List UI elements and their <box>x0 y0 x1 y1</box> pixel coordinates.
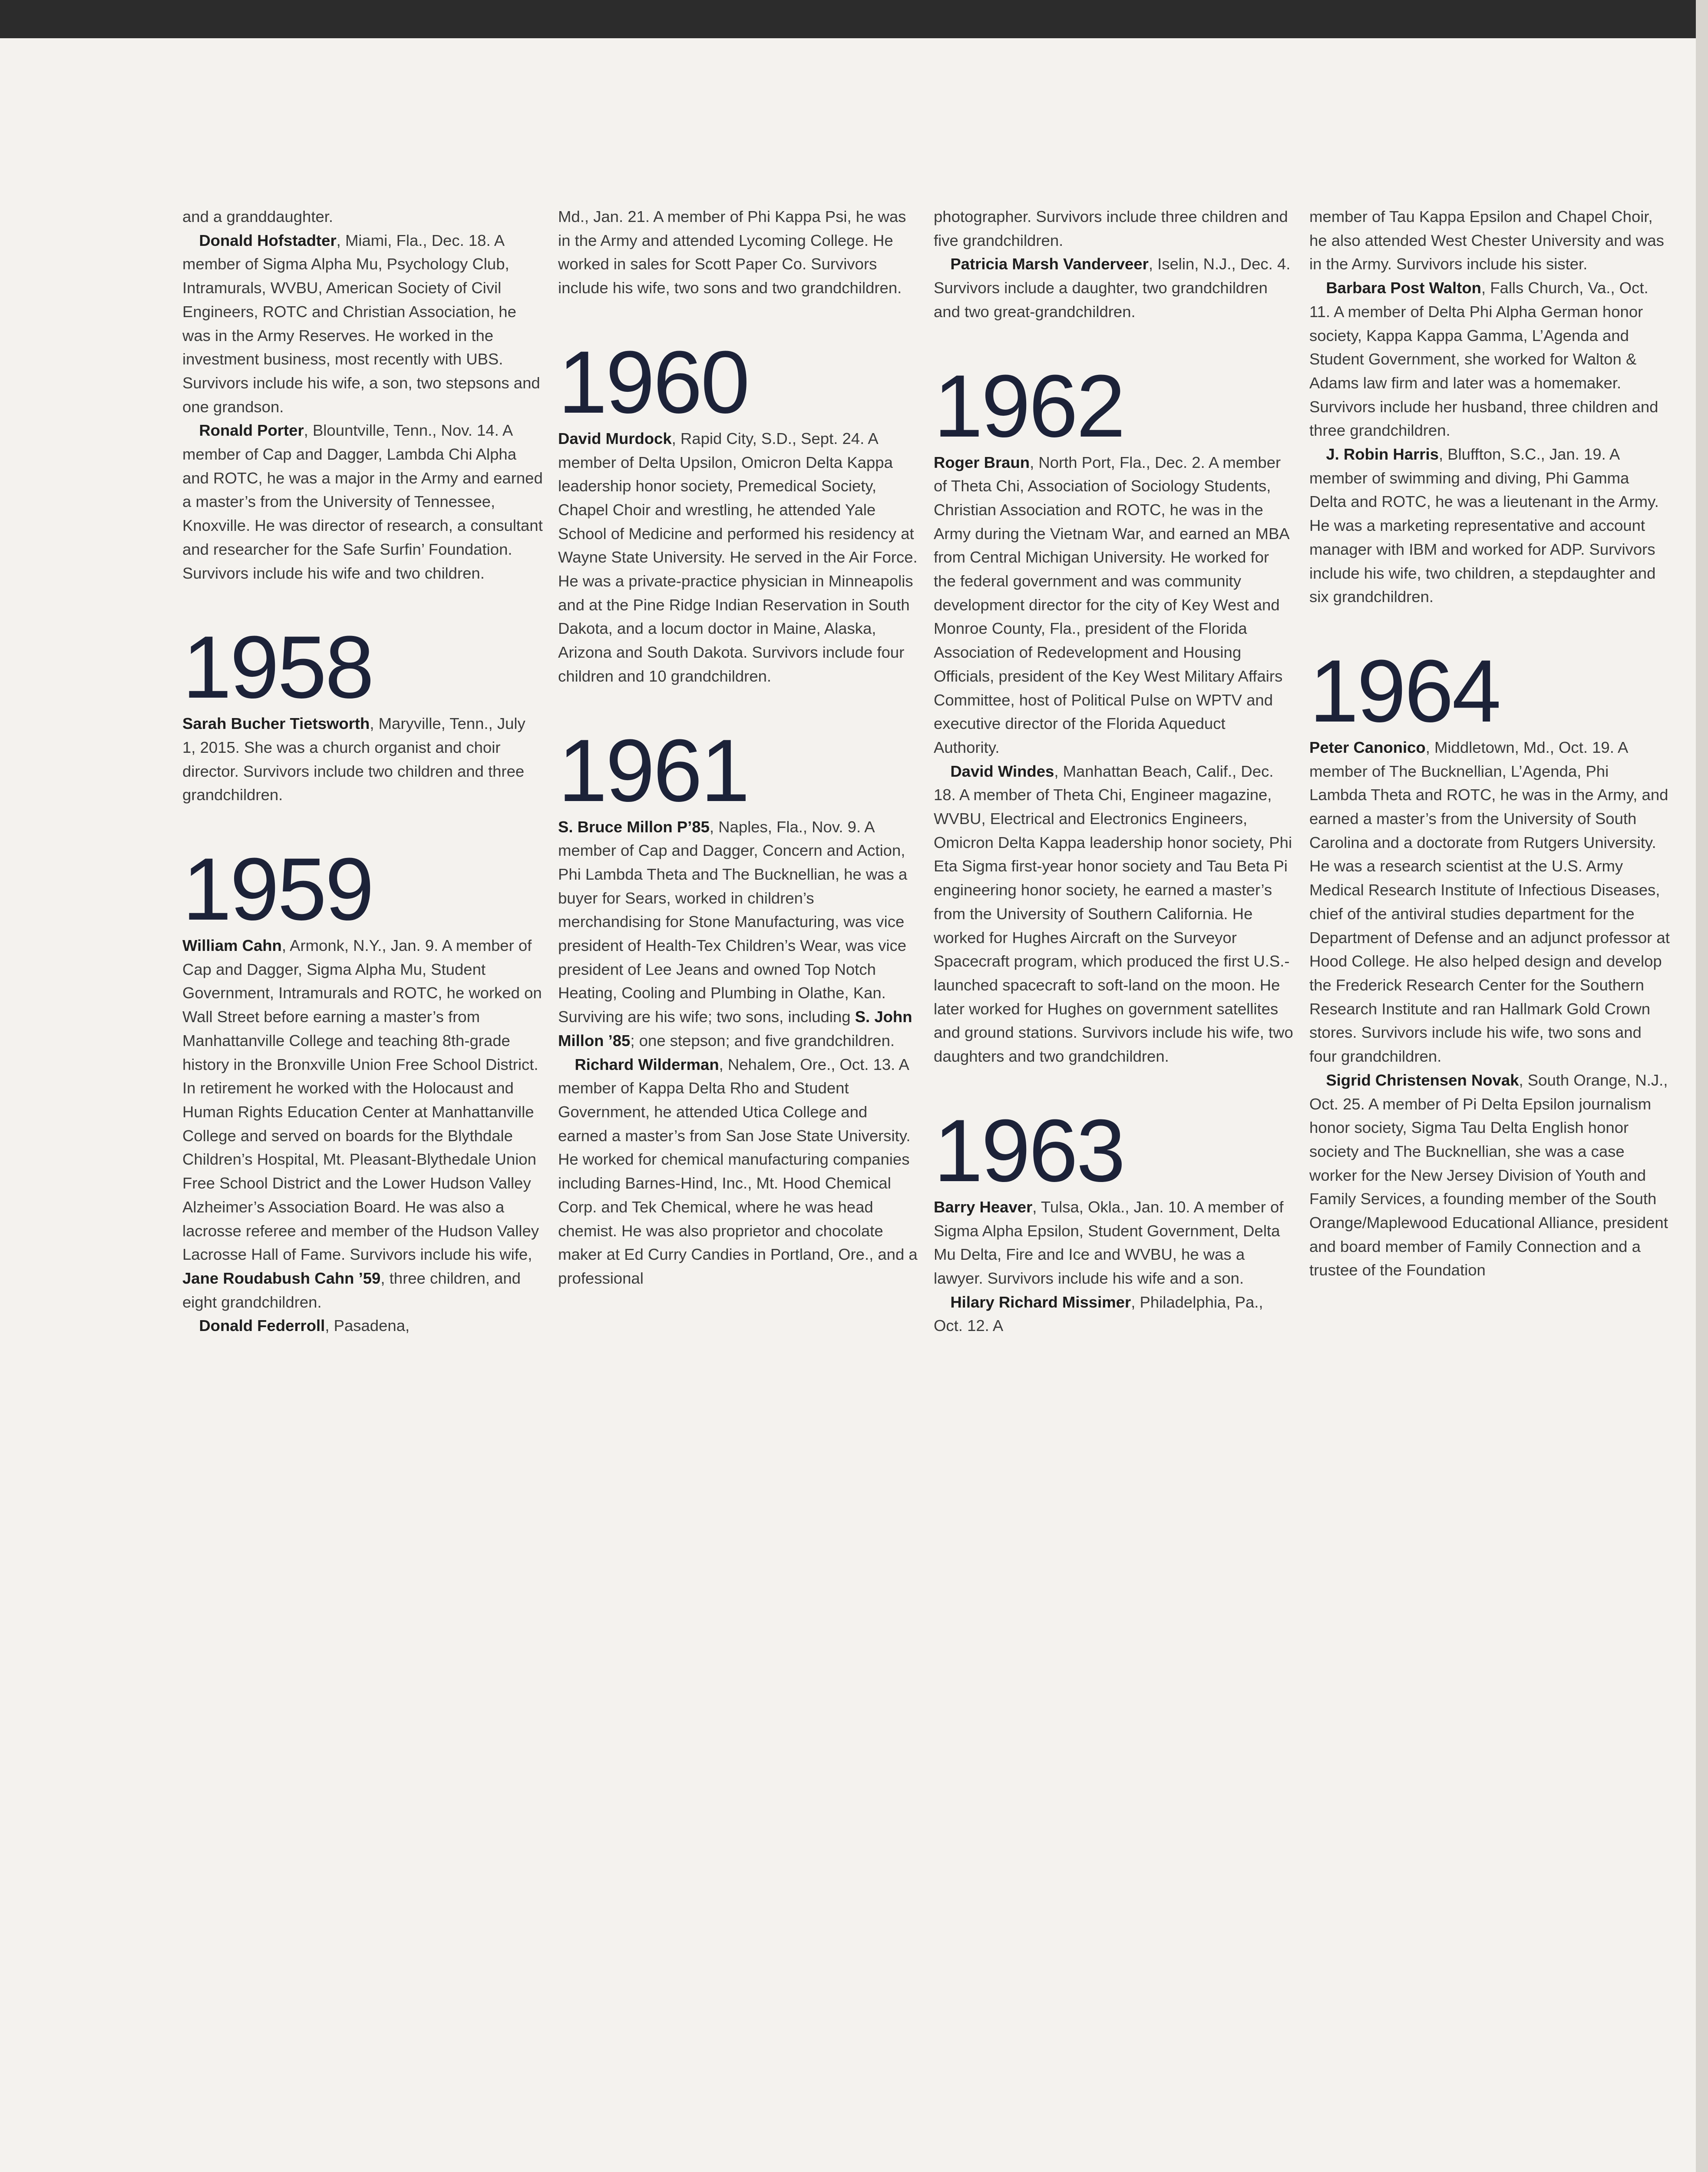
entry-text: , Tulsa, Okla., Jan. 10. A member of Sigma Alpha Epsilon, Student Government, Delta Mu Delta, Fire and Ice and WVBU, he was a lawyer. Survivors include his wife and a son. <box>934 1198 1284 1287</box>
person-name: Donald Federroll <box>199 1317 325 1335</box>
obituary-entry <box>1309 736 1670 1069</box>
continued-text <box>182 205 543 229</box>
entry-text: Md., Jan. 21. A member of Phi Kappa Psi, he was in the Army and attended Lycoming College. He worked in sales for Scott Paper Co. Survivors include his wife, two sons and two grandchildren. <box>558 208 906 297</box>
obituary-entry <box>1309 276 1670 443</box>
person-name: David Murdock <box>558 429 672 447</box>
entry-text: , North Port, Fla., Dec. 2. A member of Theta Chi, Association of Sociology Students, Christian Association and ROTC, he was in the Army during the Vietnam War, and earned an MBA from Central Michigan University. He worked for the federal government and was community development director for the city of Key West and Monroe County, Fla., president of the Florida Association of Redevelopment and Housing Officials, president of the Key West Military Affairs Committee, host of Political Pulse on WPTV and executive director of the Florida Aqueduct Authority. <box>934 453 1289 756</box>
person-name: Roger Braun <box>934 453 1030 471</box>
continued-text <box>558 205 918 300</box>
obituary-entry <box>558 1053 918 1291</box>
class-year-heading: 1961 <box>558 721 748 820</box>
obituary-entry <box>934 252 1294 324</box>
entry-text: , Naples, Fla., Nov. 9. A member of Cap and Dagger, Concern and Action, Phi Lambda Theta and The Bucknellian, he was a buyer for Sears, worked in children’s merchandising for Stone Manufacturing, was vice president of Health-Tex Children’s Wear, was vice president of Lee Jeans and owned Top Notch Heating, Cooling and Plumbing in Olathe, Kan. Surviving are his wife; two sons, including <box>558 818 908 1026</box>
person-name: Peter Canonico <box>1309 738 1426 756</box>
entry-text: , Bluffton, S.C., Jan. 19. A member of swimming and diving, Phi Gamma Delta and ROTC, he was a lieutenant in the Army. He was a marketing representative and account manager with IBM and worked for ADP. Survivors include his wife, two children, a stepdaughter and six grandchildren. <box>1309 445 1659 606</box>
entry-text: , Nehalem, Ore., Oct. 13. A member of Kappa Delta Rho and Student Government, he attended Utica College and earned a master’s from San Jose State University. He worked for chemical manufacturing companies including Barnes-Hind, Inc., Mt. Hood Chemical Corp. and Tek Chemical, where he was head chemist. He was also proprietor and chocolate maker at Ed Curry Candies in Portland, Ore., and a professional <box>558 1055 918 1287</box>
person-name: Barbara Post Walton <box>1326 279 1481 297</box>
continued-text <box>1309 205 1670 276</box>
class-year-heading: 1962 <box>934 356 1124 456</box>
obituary-entry <box>182 934 543 1314</box>
obituary-entry <box>1309 1069 1670 1282</box>
column-4 <box>1309 205 1670 1282</box>
obituary-entry <box>182 712 543 807</box>
column-3 <box>934 205 1294 1338</box>
class-year-heading: 1963 <box>934 1101 1124 1200</box>
entry-text: , Miami, Fla., Dec. 18. A member of Sigma Alpha Mu, Psychology Club, Intramurals, WVBU, American Society of Civil Engineers, ROTC and Christian Association, he was in the Army Reserves. He worked in the investment business, most recently with UBS. Survivors include his wife, a son, two stepsons and one grandson. <box>182 231 540 416</box>
continued-text <box>934 205 1294 252</box>
obituary-entry <box>1309 443 1670 609</box>
person-name: S. John Millon ’85 <box>558 1008 912 1050</box>
entry-text: , Iselin, N.J., Dec. 4. Survivors include a daughter, two grandchildren and two great-grandchildren. <box>934 255 1291 321</box>
entry-text: and a granddaughter. <box>182 208 334 225</box>
person-name: Donald Hofstadter <box>199 231 337 249</box>
obituary-entry <box>934 1291 1294 1338</box>
obituary-entry <box>182 229 543 419</box>
obituary-entry <box>934 1195 1294 1291</box>
entry-text: , Middletown, Md., Oct. 19. A member of The Bucknellian, L’Agenda, Phi Lambda Theta and ROTC, he was in the Army, and earned a master’s from the University of South Carolina and a doctorate from Rutgers University. He was a research scientist at the U.S. Army Medical Research Institute of Infectious Diseases, chief of the antiviral studies department for the Department of Defense and an adjunct professor at Hood College. He also helped design and develop the Frederick Research Center for the Southern Research Institute and ran Hallmark Gold Crown stores. Survivors include his wife, two sons and four grandchildren. <box>1309 738 1670 1066</box>
class-year-heading: 1960 <box>558 332 748 432</box>
entry-text: , Manhattan Beach, Calif., Dec. 18. A member of Theta Chi, Engineer magazine, WVBU, Electrical and Electronics Engineers, Omicron Delta Kappa leadership honor society, Phi Eta Sigma first-year honor society and Tau Beta Pi engineering honor society, he earned a master’s from the University of Southern California. He worked for Hughes Aircraft on the Surveyor Spacecraft program, which produced the first U.S.-launched spacecraft to soft-land on the moon. He later worked for Hughes on government satellites and ground stations. Survivors include his wife, two daughters and two grandchildren. <box>934 762 1293 1066</box>
person-name: Richard Wilderman <box>575 1055 719 1073</box>
column-1 <box>182 205 543 1338</box>
person-name: Jane Roudabush Cahn ’59 <box>182 1269 381 1287</box>
person-name: Hilary Richard Missimer <box>950 1293 1131 1311</box>
class-year-heading: 1958 <box>182 618 373 717</box>
page-edge <box>1696 0 1708 2172</box>
entry-text: , South Orange, N.J., Oct. 25. A member of Pi Delta Epsilon journalism honor society, Sigma Tau Delta English honor society and The Bucknellian, she was a case worker for the New Jersey Division of Youth and Family Services, a founding member of the South Orange/Maplewood Educational Alliance, president and board member of Family Connection and a trustee of the Foundation <box>1309 1071 1668 1279</box>
obituary-entry <box>558 815 918 1053</box>
entry-text: , three children, and eight grandchildren. <box>182 1269 521 1311</box>
entry-text: , Blountville, Tenn., Nov. 14. A member of Cap and Dagger, Lambda Chi Alpha and ROTC, he was a major in the Army and earned a master’s from the University of Tennessee, Knoxville. He was director of research, a consultant and researcher for the Safe Surfin’ Foundation. Survivors include his wife and two children. <box>182 421 543 582</box>
person-name: Patricia Marsh Vanderveer <box>950 255 1149 273</box>
person-name: Sigrid Christensen Novak <box>1326 1071 1519 1089</box>
person-name: William Cahn <box>182 937 282 955</box>
obituary-entry <box>934 760 1294 1069</box>
entry-text: , Falls Church, Va., Oct. 11. A member of Delta Phi Alpha German honor society, Kappa Kappa Gamma, L’Agenda and Student Government, she worked for Walton & Adams law firm and later was a homemaker. Survivors include her husband, three children and three grandchildren. <box>1309 279 1658 440</box>
person-name: Barry Heaver <box>934 1198 1033 1216</box>
entry-text: , Armonk, N.Y., Jan. 9. A member of Cap and Dagger, Sigma Alpha Mu, Student Government, Intramurals and ROTC, he worked on Wall Street before earning a master’s from Manhattanville College and teaching 8th-grade history in the Bronxville Union Free School District. In retirement he worked with the Holocaust and Human Rights Education Center at Manhattanville College and served on boards for the Blythdale Children’s Hospital, Mt. Pleasant-Blythedale Union Free School District and the Lower Hudson Valley Alzheimer’s Association Board. He was also a lacrosse referee and member of the Hudson Valley Lacrosse Hall of Fame. Survivors include his wife, <box>182 937 542 1264</box>
column-2 <box>558 205 918 1291</box>
entry-text: member of Tau Kappa Epsilon and Chapel Choir, he also attended West Chester University and was in the Army. Survivors include his sister. <box>1309 208 1664 273</box>
class-year-heading: 1964 <box>1309 641 1500 741</box>
entry-text: photographer. Survivors include three children and five grandchildren. <box>934 208 1288 249</box>
person-name: S. Bruce Millon P’85 <box>558 818 710 836</box>
class-year-heading: 1959 <box>182 840 373 939</box>
person-name: J. Robin Harris <box>1326 445 1439 464</box>
person-name: Sarah Bucher Tietsworth <box>182 715 370 733</box>
obituary-entry <box>934 451 1294 760</box>
entry-text: , Rapid City, S.D., Sept. 24. A member of Delta Upsilon, Omicron Delta Kappa leadership honor society, Premedical Society, Chapel Choir and wrestling, he attended Yale School of Medicine and performed his residency at Wayne State University. He served in the Air Force. He was a private-practice physician in Minneapolis and at the Pine Ridge Indian Reservation in South Dakota, and a locum doctor in Maine, Alaska, Arizona and South Dakota. Survivors include four children and 10 grandchildren. <box>558 429 918 685</box>
obituary-entry <box>558 427 918 689</box>
person-name: David Windes <box>950 762 1054 780</box>
entry-text: ; one stepson; and five grandchildren. <box>630 1031 895 1050</box>
person-name: Ronald Porter <box>199 421 304 440</box>
entry-text: , Philadelphia, Pa., Oct. 12. A <box>934 1293 1263 1335</box>
entry-text: , Pasadena, <box>325 1317 410 1335</box>
obituary-entry <box>182 419 543 585</box>
obituary-entry <box>182 1314 543 1338</box>
entry-text: , Maryville, Tenn., July 1, 2015. She was a church organist and choir director. Survivors include two children and three grandchildren. <box>182 715 525 804</box>
